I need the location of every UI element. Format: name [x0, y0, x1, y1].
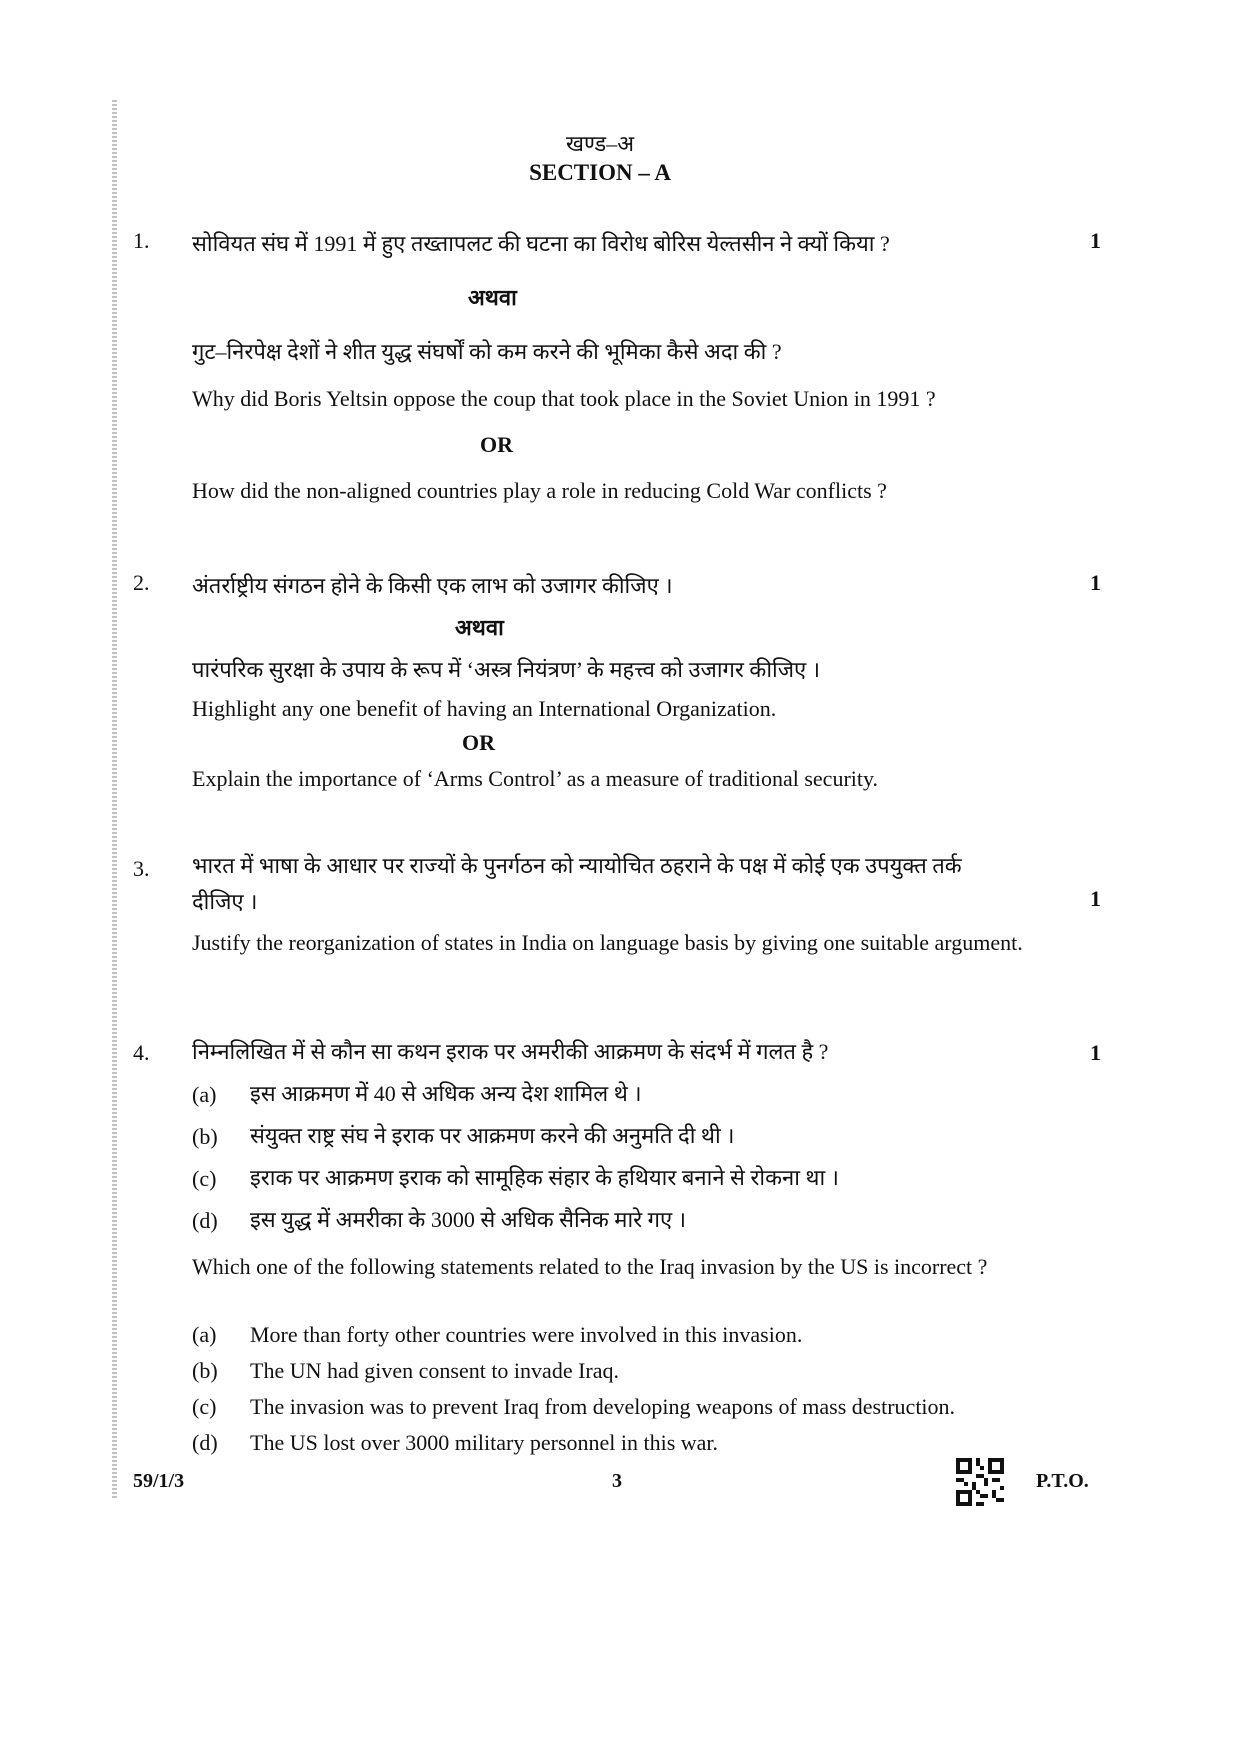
or-hindi: अथवा	[455, 615, 504, 640]
option-label: (b)	[192, 1358, 218, 1383]
margin-security-strip	[112, 100, 117, 1500]
question-english: Highlight any one benefit of having an International Organization.	[192, 696, 777, 721]
or-english: OR	[462, 730, 495, 755]
question-marks: 1	[1090, 570, 1101, 595]
option-text: इराक पर आक्रमण इराक को सामूहिक संहार के हथियार बनाने से रोकना था ।	[250, 1165, 840, 1190]
question-english: Justify the reorganization of states in India on language basis by giving one suitable argument.	[192, 930, 1023, 955]
qr-code-icon	[956, 1458, 1004, 1506]
question-hindi-line1: भारत में भाषा के आधार पर राज्यों के पुनर्गठन को न्यायोचित ठहराने के पक्ष में कोई एक उपयुक्त तर्क	[192, 853, 962, 878]
question-marks: 1	[1090, 886, 1101, 911]
question-hindi-line2: दीजिए ।	[192, 889, 258, 914]
question-marks: 1	[1090, 228, 1101, 253]
section-title-english: SECTION – A	[529, 160, 671, 185]
option-label: (b)	[192, 1124, 218, 1149]
option-text: इस आक्रमण में 40 से अधिक अन्य देश शामिल थे ।	[250, 1081, 642, 1106]
or-english: OR	[480, 432, 513, 457]
option-label: (a)	[192, 1082, 217, 1107]
option-label: (c)	[192, 1166, 217, 1191]
option-text: The US lost over 3000 military personnel in this war.	[250, 1430, 719, 1455]
option-label: (d)	[192, 1208, 218, 1233]
question-hindi-alt: पारंपरिक सुरक्षा के उपाय के रूप में ‘अस्त्र नियंत्रण’ के महत्त्व को उजागर कीजिए ।	[192, 657, 821, 682]
option-label: (c)	[192, 1394, 217, 1419]
question-english-alt: How did the non-aligned countries play a role in reducing Cold War conflicts ?	[192, 478, 887, 503]
pto-label: P.T.O.	[1036, 1470, 1089, 1492]
question-english: Why did Boris Yeltsin oppose the coup that took place in the Soviet Union in 1991 ?	[192, 386, 936, 411]
option-label: (d)	[192, 1430, 218, 1455]
option-text: इस युद्ध में अमरीका के 3000 से अधिक सैनिक मारे गए ।	[250, 1207, 687, 1232]
question-hindi: सोवियत संघ में 1991 में हुए तख्तापलट की घटना का विरोध बोरिस येल्तसीन ने क्यों किया ?	[192, 231, 890, 256]
question-marks: 1	[1090, 1040, 1101, 1065]
section-title-hindi: खण्ड–अ	[565, 131, 635, 156]
option-text: संयुक्त राष्ट्र संघ ने इराक पर आक्रमण करने की अनुमति दी थी ।	[250, 1123, 735, 1148]
option-text: The invasion was to prevent Iraq from developing weapons of mass destruction.	[250, 1394, 956, 1419]
page-number: 3	[612, 1470, 622, 1492]
question-hindi: निम्नलिखित में से कौन सा कथन इराक पर अमरीकी आक्रमण के संदर्भ में गलत है ?	[192, 1039, 829, 1064]
question-hindi-alt: गुट–निरपेक्ष देशों ने शीत युद्ध संघर्षों को कम करने की भूमिका कैसे अदा की ?	[192, 339, 782, 364]
question-number: 2.	[133, 570, 150, 595]
option-label: (a)	[192, 1322, 217, 1347]
option-text: More than forty other countries were involved in this invasion.	[250, 1322, 803, 1347]
question-number: 3.	[133, 856, 150, 881]
option-text: The UN had given consent to invade Iraq.	[250, 1358, 619, 1383]
question-english: Which one of the following statements related to the Iraq invasion by the US is incorrect ?	[192, 1254, 988, 1279]
question-number: 4.	[133, 1040, 150, 1065]
question-english-alt: Explain the importance of ‘Arms Control’ as a measure of traditional security.	[192, 766, 879, 791]
paper-code: 59/1/3	[133, 1470, 185, 1492]
or-hindi: अथवा	[468, 285, 517, 310]
question-hindi: अंतर्राष्ट्रीय संगठन होने के किसी एक लाभ को उजागर कीजिए ।	[192, 573, 673, 598]
question-number: 1.	[133, 228, 150, 253]
